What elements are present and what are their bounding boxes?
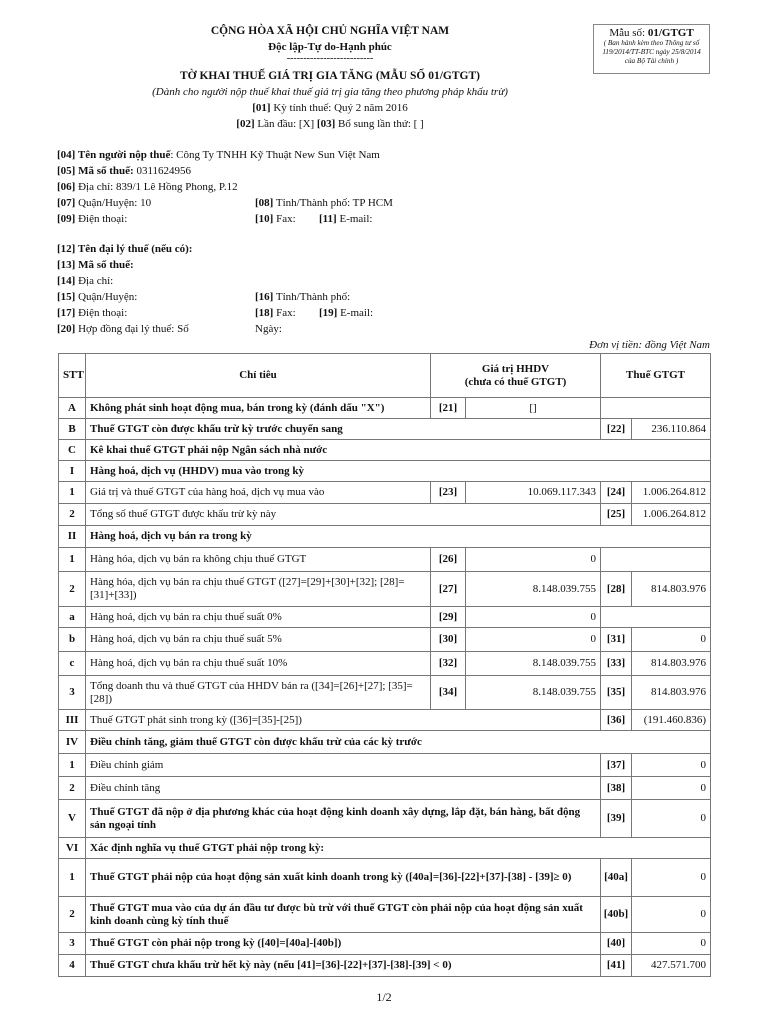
field-code: [06] bbox=[57, 181, 76, 193]
row-vat-code: [31] bbox=[601, 628, 632, 652]
row-stt: a bbox=[59, 607, 86, 628]
row-label: Hàng hoá, dịch vụ bán ra trong kỳ bbox=[86, 526, 711, 548]
taxpayer-district: Quận/Huyện: 10 bbox=[78, 197, 152, 209]
table-row bbox=[59, 652, 711, 676]
row-stt: A bbox=[59, 398, 86, 419]
tax-period bbox=[0, 102, 660, 114]
field-code: [07] bbox=[57, 197, 76, 209]
row-vat-value: 0 bbox=[632, 897, 711, 933]
agent-phone: Điện thoại: bbox=[78, 307, 128, 319]
agent-fax bbox=[255, 307, 296, 319]
table-row bbox=[59, 440, 711, 461]
row-label: Hàng hoá, dịch vụ bán ra chịu thuế suất 5% bbox=[86, 628, 431, 652]
table-row bbox=[59, 731, 711, 754]
row-label: Không phát sinh hoạt động mua, bán trong kỳ (đánh dấu "X") bbox=[86, 398, 431, 419]
row-vat-code: [41] bbox=[601, 955, 632, 977]
agent-name-label: [12] Tên đại lý thuế (nếu có): bbox=[57, 243, 193, 255]
taxpayer-phone: Điện thoại: bbox=[78, 213, 128, 225]
field-code: [08] bbox=[255, 197, 274, 209]
taxpayer-address bbox=[57, 181, 238, 193]
row-vat-value: 0 bbox=[632, 777, 711, 800]
table-row bbox=[59, 710, 711, 731]
row-vat-value: 814.803.976 bbox=[632, 652, 711, 676]
row-vat-value: 236.110.864 bbox=[632, 419, 711, 440]
row-label: Thuế GTGT còn được khấu trừ kỳ trước chuyển sang bbox=[86, 419, 601, 440]
table-header-row bbox=[59, 354, 711, 398]
form-number-value: 01/GTGT bbox=[647, 27, 694, 39]
table-row bbox=[59, 777, 711, 800]
row-label: Hàng hóa, dịch vụ bán ra chịu thuế GTGT ([27]=[29]+[30]+[32]; [28]=[31]+[33]) bbox=[86, 572, 431, 607]
table-row bbox=[59, 504, 711, 526]
row-stt: V bbox=[59, 800, 86, 838]
row-vat-value: 0 bbox=[632, 800, 711, 838]
taxpayer-province bbox=[255, 197, 393, 209]
row-label: Thuế GTGT phát sinh trong kỳ ([36]=[35]-[25]) bbox=[86, 710, 601, 731]
taxpayer-fax bbox=[255, 213, 296, 225]
agent-province-value: Tỉnh/Thành phố: bbox=[275, 291, 351, 303]
row-vat-code: [35] bbox=[601, 676, 632, 710]
tax-declaration-table bbox=[58, 353, 711, 977]
header-vat: Thuế GTGT bbox=[601, 354, 711, 398]
row-stt: 1 bbox=[59, 548, 86, 572]
field-code: [09] bbox=[57, 213, 76, 225]
form-title: TỜ KHAI THUẾ GIÁ TRỊ GIA TĂNG (MẪU SỐ 01/GTGT) bbox=[179, 70, 480, 82]
row-code: [23] bbox=[431, 482, 466, 504]
row-stt: 2 bbox=[59, 572, 86, 607]
row-stt: B bbox=[59, 419, 86, 440]
row-label: Thuế GTGT mua vào của dự án đầu tư được bù trừ với thuế GTGT còn phải nộp của hoạt động sản xuất kinh doanh cùng kỳ tính thuế bbox=[86, 897, 601, 933]
row-vat-code: [22] bbox=[601, 419, 632, 440]
row-vat-value: 427.571.700 bbox=[632, 955, 711, 977]
table-row bbox=[59, 607, 711, 628]
row-stt: 1 bbox=[59, 482, 86, 504]
row-vat-value: 814.803.976 bbox=[632, 676, 711, 710]
row-value: 10.069.117.343 bbox=[466, 482, 601, 504]
agent-tax-id bbox=[57, 259, 134, 271]
table-row bbox=[59, 482, 711, 504]
agent-email-value: E-mail: bbox=[340, 307, 374, 319]
table-row bbox=[59, 572, 711, 607]
row-value: 8.148.039.755 bbox=[466, 676, 601, 710]
row-stt: 4 bbox=[59, 955, 86, 977]
row-stt: 2 bbox=[59, 504, 86, 526]
row-vat-value: 0 bbox=[632, 628, 711, 652]
table-row bbox=[59, 526, 711, 548]
agent-tax-id-label: [13] Mã số thuế: bbox=[57, 259, 134, 271]
row-vat-code: [33] bbox=[601, 652, 632, 676]
field-code: [16] bbox=[255, 291, 274, 303]
republic-name: CỘNG HÒA XÃ HỘI CHỦ NGHĨA VIỆT NAM bbox=[210, 25, 450, 37]
agent-fax-value: Fax: bbox=[276, 307, 296, 319]
row-vat-code: [25] bbox=[601, 504, 632, 526]
field-code: [17] bbox=[57, 307, 76, 319]
period-text: Kỳ tính thuế: Quý 2 năm 2016 bbox=[273, 102, 408, 114]
row-vat-code: [36] bbox=[601, 710, 632, 731]
header-value-line1: Giá trị HHDV bbox=[481, 362, 550, 375]
row-label: Giá trị và thuế GTGT của hàng hoá, dịch vụ mua vào bbox=[86, 482, 431, 504]
row-value: 0 bbox=[466, 628, 601, 652]
header-value-line2: (chưa có thuế GTGT) bbox=[464, 375, 567, 388]
row-label: Hàng hoá, dịch vụ bán ra chịu thuế suất 10% bbox=[86, 652, 431, 676]
agent-contact bbox=[57, 307, 374, 319]
taxpayer-location bbox=[57, 197, 393, 209]
row-label: Thuế GTGT còn phải nộp trong kỳ ([40]=[40a]-[40b]) bbox=[86, 933, 601, 955]
row-stt: 3 bbox=[59, 933, 86, 955]
taxpayer-tax-id bbox=[57, 165, 191, 177]
row-stt: VI bbox=[59, 838, 86, 859]
row-stt: 1 bbox=[59, 859, 86, 897]
table-row bbox=[59, 548, 711, 572]
row-vat-code: [39] bbox=[601, 800, 632, 838]
row-vat-value: (191.460.836) bbox=[632, 710, 711, 731]
row-code: [29] bbox=[431, 607, 466, 628]
page-number: 1/2 bbox=[376, 990, 392, 1004]
row-code: [30] bbox=[431, 628, 466, 652]
row-label: Kê khai thuế GTGT phải nộp Ngân sách nhà nước bbox=[86, 440, 711, 461]
taxpayer-name bbox=[57, 149, 380, 161]
taxpayer-email bbox=[319, 213, 372, 225]
form-legal-note: ( Ban hành kèm theo Thông tư số 119/2014/TT-BTC ngày 25/8/2014 của Bộ Tài chính ) bbox=[602, 39, 701, 65]
row-label: Tổng số thuế GTGT được khấu trừ kỳ này bbox=[86, 504, 601, 526]
table-row bbox=[59, 754, 711, 777]
taxpayer-fax-value: Fax: bbox=[276, 213, 296, 225]
row-vat-value: 0 bbox=[632, 754, 711, 777]
row-label: Hàng hóa, dịch vụ bán ra không chịu thuế GTGT bbox=[86, 548, 431, 572]
agent-contract-number: Hợp đồng đại lý thuế: Số bbox=[78, 323, 189, 335]
row-stt: b bbox=[59, 628, 86, 652]
taxpayer-name-value: : Công Ty TNHH Kỹ Thuật New Sun Việt Nam bbox=[170, 149, 380, 161]
supp-text: Bổ sung lần thứ: [ ] bbox=[338, 118, 424, 130]
first-code: [02] bbox=[236, 118, 255, 130]
row-vat-value: 1.006.264.812 bbox=[632, 482, 711, 504]
field-code: [19] bbox=[319, 307, 338, 319]
row-stt: 3 bbox=[59, 676, 86, 710]
row-stt: 2 bbox=[59, 897, 86, 933]
row-stt: 1 bbox=[59, 754, 86, 777]
form-number bbox=[594, 27, 709, 39]
period-code: [01] bbox=[252, 102, 271, 114]
row-value: 0 bbox=[466, 548, 601, 572]
agent-email bbox=[319, 307, 373, 319]
table-row bbox=[59, 419, 711, 440]
taxpayer-address-value: Địa chỉ: 839/1 Lê Hồng Phong, P.12 bbox=[78, 181, 238, 193]
supp-code: [03] bbox=[316, 118, 336, 130]
row-label: Điều chỉnh tăng bbox=[86, 777, 601, 800]
agent-district: Quận/Huyện: bbox=[78, 291, 138, 303]
row-label: Hàng hoá, dịch vụ bán ra chịu thuế suất 0% bbox=[86, 607, 431, 628]
row-vat-value: 1.006.264.812 bbox=[632, 504, 711, 526]
table-row bbox=[59, 461, 711, 482]
agent-address-value: Địa chỉ: bbox=[78, 275, 114, 287]
table-row bbox=[59, 859, 711, 897]
row-stt: III bbox=[59, 710, 86, 731]
row-value: 8.148.039.755 bbox=[466, 572, 601, 607]
row-vat-code: [40b] bbox=[601, 897, 632, 933]
agent-contract-date: Ngày: bbox=[255, 323, 282, 335]
row-value: 8.148.039.755 bbox=[466, 652, 601, 676]
row-stt: C bbox=[59, 440, 86, 461]
first-text: Lần đầu: [X] bbox=[257, 118, 315, 130]
row-label: Điều chỉnh giảm bbox=[86, 754, 601, 777]
row-vat-code: [28] bbox=[601, 572, 632, 607]
row-stt: c bbox=[59, 652, 86, 676]
agent-location bbox=[57, 291, 351, 303]
header-divider: -------------------------- bbox=[286, 53, 374, 64]
form-subtitle: (Dành cho người nộp thuế khai thuế giá trị gia tăng theo phương pháp khấu trừ) bbox=[152, 86, 508, 98]
row-label: Tổng doanh thu và thuế GTGT của HHDV bán ra ([34]=[26]+[27]; [35]=[28]) bbox=[86, 676, 431, 710]
row-label: Xác định nghĩa vụ thuế GTGT phải nộp trong kỳ: bbox=[86, 838, 711, 859]
row-empty-cell bbox=[601, 548, 711, 572]
row-label: Thuế GTGT đã nộp ở địa phương khác của hoạt động kinh doanh xây dựng, lắp đặt, bán hàng, bất động sản ngoại tỉnh bbox=[86, 800, 601, 838]
national-motto: Độc lập-Tự do-Hạnh phúc bbox=[268, 41, 392, 53]
form-number-box bbox=[593, 24, 710, 74]
row-label: Thuế GTGT phải nộp của hoạt động sản xuất kinh doanh trong kỳ ([40a]=[36]-[22]+[37]-[38] - [39]≥ 0) bbox=[86, 859, 601, 897]
taxpayer-contact bbox=[57, 213, 373, 225]
field-code: [10] bbox=[255, 213, 274, 225]
row-empty-cell bbox=[601, 398, 711, 419]
row-vat-code: [40] bbox=[601, 933, 632, 955]
row-vat-code: [40a] bbox=[601, 859, 632, 897]
row-vat-code: [24] bbox=[601, 482, 632, 504]
row-stt: I bbox=[59, 461, 86, 482]
table-row bbox=[59, 800, 711, 838]
row-vat-code: [38] bbox=[601, 777, 632, 800]
taxpayer-email-value: E-mail: bbox=[339, 213, 373, 225]
agent-province bbox=[255, 291, 350, 303]
field-code: [11] bbox=[319, 213, 337, 225]
row-vat-code: [37] bbox=[601, 754, 632, 777]
header-stt: STT bbox=[59, 354, 86, 398]
table-row bbox=[59, 838, 711, 859]
row-vat-value: 0 bbox=[632, 933, 711, 955]
table-row bbox=[59, 933, 711, 955]
row-code: [27] bbox=[431, 572, 466, 607]
table-row bbox=[59, 897, 711, 933]
row-stt: II bbox=[59, 526, 86, 548]
field-code: [18] bbox=[255, 307, 274, 319]
table-row bbox=[59, 676, 711, 710]
row-code: [34] bbox=[431, 676, 466, 710]
field-code: [14] bbox=[57, 275, 76, 287]
header-value bbox=[431, 354, 601, 398]
taxpayer-tax-id-value: 0311624956 bbox=[136, 165, 192, 177]
header-item: Chỉ tiêu bbox=[86, 354, 431, 398]
taxpayer-name-label: [04] Tên người nộp thuế bbox=[57, 149, 171, 161]
agent-address bbox=[57, 275, 113, 287]
agent-contract bbox=[57, 323, 282, 335]
declaration-type bbox=[0, 118, 660, 130]
field-code: [20] bbox=[57, 323, 76, 335]
row-code: [26] bbox=[431, 548, 466, 572]
row-vat-value: 814.803.976 bbox=[632, 572, 711, 607]
row-stt: 2 bbox=[59, 777, 86, 800]
table-row bbox=[59, 955, 711, 977]
row-stt: IV bbox=[59, 731, 86, 754]
agent-name bbox=[57, 243, 192, 255]
row-empty-cell bbox=[601, 607, 711, 628]
row-label: Thuế GTGT chưa khấu trừ hết kỳ này (nếu [41]=[36]-[22]+[37]-[38]-[39] < 0) bbox=[86, 955, 601, 977]
currency-note: Đơn vị tiền: đồng Việt Nam bbox=[589, 339, 710, 351]
row-code: [32] bbox=[431, 652, 466, 676]
row-label: Điều chỉnh tăng, giảm thuế GTGT còn được khấu trừ của các kỳ trước bbox=[86, 731, 711, 754]
table-row bbox=[59, 398, 711, 419]
taxpayer-province-value: Tỉnh/Thành phố: TP HCM bbox=[275, 197, 393, 209]
row-value: 0 bbox=[466, 607, 601, 628]
row-value: [] bbox=[466, 398, 601, 419]
field-code: [15] bbox=[57, 291, 76, 303]
row-vat-value: 0 bbox=[632, 859, 711, 897]
form-number-label: Mẫu số: bbox=[609, 27, 646, 39]
row-code: [21] bbox=[431, 398, 466, 419]
taxpayer-tax-id-label: [05] Mã số thuế: bbox=[57, 165, 134, 177]
row-label: Hàng hoá, dịch vụ (HHDV) mua vào trong kỳ bbox=[86, 461, 711, 482]
table-row bbox=[59, 628, 711, 652]
